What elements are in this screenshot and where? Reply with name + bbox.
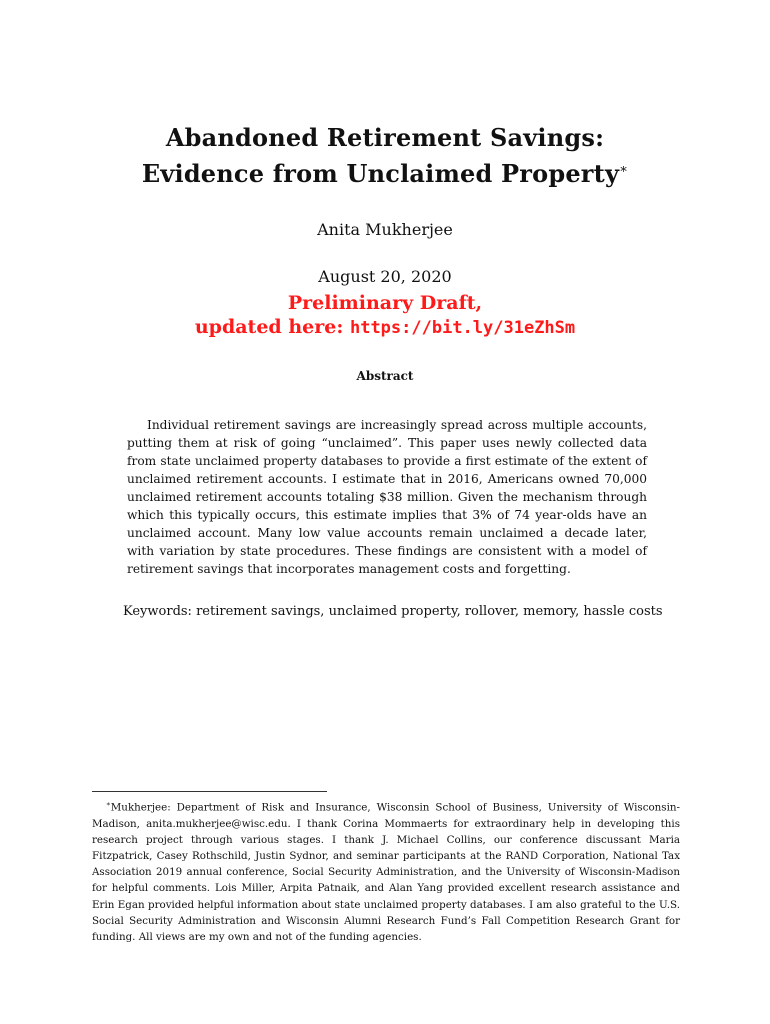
footnote-mark: ∗ [106, 800, 111, 808]
abstract-heading: Abstract [356, 369, 414, 383]
draft-url-link[interactable]: https://bit.ly/31eZhSm [349, 318, 576, 338]
footnote-text: Mukherjee: Department of Risk and Insurance, Wisconsin School of Business, University of Wisconsin-Madison, anita.mukherjee@wisc.edu. I thank Corina Mommaerts for extraordinary help in developing this research project through various stages. I thank J. Michael Collins, our conference discussant Maria Fitzpatrick, Casey Rothschild, Justin Sydnor, and seminar participants at the RAND Corporation, National Tax Association 2019 annual conference, Social Security Administration, and the University of Wisconsin-Madison for helpful comments. Lois Miller, Arpita Patnaik, and Alan Yang provided excellent research assistance and Erin Egan provided helpful information about state unclaimed property databases. I am also grateful to the U.S. Social Security Administration and Wisconsin Alumni Research Fund’s Fall Competition Research Grant for funding. All views are my own and not of the funding agencies. [92, 801, 680, 944]
footnote [92, 796, 680, 945]
draft-label: Preliminary Draft, [287, 292, 483, 314]
title-line-1: Abandoned Retirement Savings: [165, 123, 605, 152]
title-line-2-text: Evidence from Unclaimed Property [141, 159, 620, 188]
author-name: Anita Mukherjee [317, 220, 453, 239]
draft-notice [0, 291, 770, 340]
title-line-2 [0, 156, 770, 192]
draft-update-line [0, 315, 770, 340]
draft-update-prefix: updated here: [194, 316, 344, 338]
footnote-divider [92, 791, 327, 792]
paper-date: August 20, 2020 [318, 267, 452, 286]
abstract-body: Individual retirement savings are increasingly spread across multiple accounts, putting them at risk of going “unclaimed”. This paper uses newly collected data from state unclaimed property databases to provide a first estimate of the extent of unclaimed retirement accounts. I estimate that in 2016, Americans owned 70,000 unclaimed retirement accounts totaling $38 million. Given the mechanism through which this typically occurs, this estimate implies that 3% of 74 year-olds have an unclaimed account. Many low value accounts remain unclaimed a decade later, with variation by state procedures. These findings are consistent with a model of retirement savings that incorporates management costs and forgetting. [127, 418, 647, 576]
title-footnote-mark: ∗ [619, 162, 629, 177]
keywords-line: Keywords: retirement savings, unclaimed property, rollover, memory, hassle costs [123, 604, 663, 619]
paper-title [0, 120, 770, 192]
